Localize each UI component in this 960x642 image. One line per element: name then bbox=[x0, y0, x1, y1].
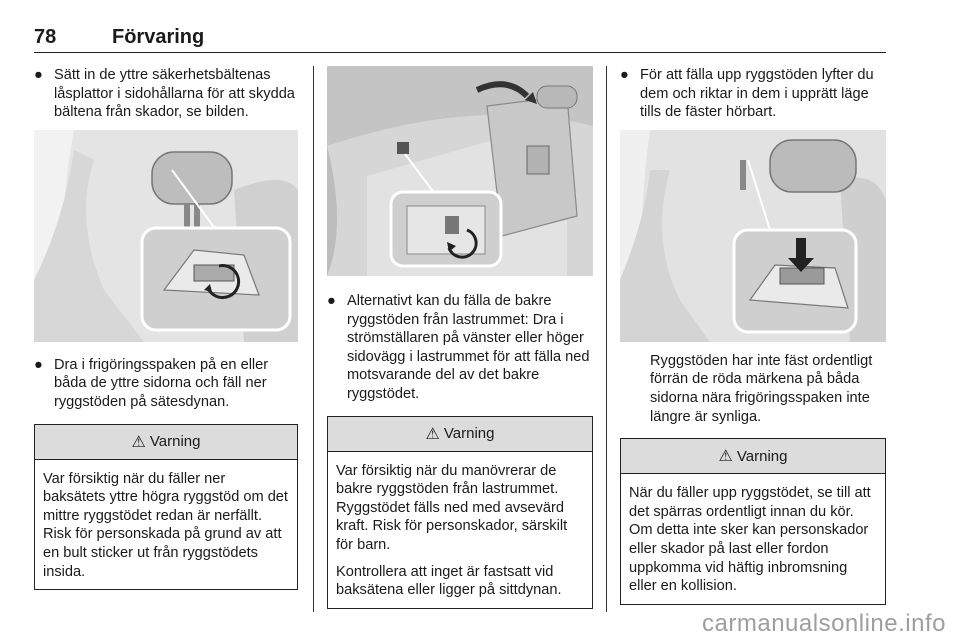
column-2 bbox=[327, 66, 593, 609]
bullet-dot: ● bbox=[34, 356, 43, 373]
warning-body bbox=[621, 474, 885, 604]
warning-header bbox=[35, 425, 297, 460]
bullet-dot: ● bbox=[34, 67, 43, 83]
bullet-dot: ● bbox=[327, 293, 336, 309]
bullet-text: Sätt in de yttre säkerhetsbältenas låsplattor i sidohållarna för att skydda bältena från skador, se bilden. bbox=[54, 67, 295, 121]
warning-box bbox=[620, 438, 886, 605]
page-number: 78 bbox=[34, 26, 57, 48]
warning-text: När du fäller upp ryggstödet, se till att det spärras ordentligt innan du kör. Om detta inte sker kan personskador eller skador på last eller fordon uppkomma vid häftig inbromsning eller en kollision. bbox=[629, 485, 871, 595]
warning-header bbox=[621, 439, 885, 474]
bullet-text: Alternativt kan du fälla de bakre ryggstöden från lastrummet: Dra i strömställaren på vänster eller höger sidovägg i lastrummet för att fälla ned motsvarande del av det bakre ryggstödet. bbox=[347, 293, 590, 402]
figure-cargo-release-switch bbox=[327, 66, 593, 276]
figure-seatback-latch bbox=[620, 130, 886, 342]
column-1 bbox=[34, 66, 298, 590]
warning-title: Varning bbox=[149, 433, 201, 451]
warning-triangle-icon: ⚠ bbox=[718, 448, 733, 466]
warning-text: Kontrollera att inget är fastsatt vid baksätena eller ligger på sittdynan. bbox=[336, 563, 562, 599]
watermark: carmanualsonline.info bbox=[702, 610, 946, 637]
warning-body bbox=[328, 452, 592, 608]
figure-seatbelt-holder bbox=[34, 130, 298, 342]
warning-text: Var försiktig när du fäller ner baksätets yttre högra ryggstöd om det mittre ryggstödet redan är nerfällt. Risk för personskada på grund av att en bult sticker ut från ryggstödets insida. bbox=[43, 470, 288, 580]
bullet-text: För att fälla upp ryggstöden lyfter du dem och riktar in dem i upprätt läge tills de fäster hörbart. bbox=[640, 67, 874, 121]
column-divider bbox=[606, 66, 607, 612]
column-divider bbox=[313, 66, 314, 612]
warning-box bbox=[327, 416, 593, 609]
warning-body bbox=[35, 460, 297, 590]
warning-title: Varning bbox=[443, 425, 495, 443]
warning-box bbox=[34, 424, 298, 591]
section-title: Förvaring bbox=[112, 26, 205, 48]
page-header bbox=[34, 22, 886, 53]
note-text: Ryggstöden har inte fäst ordentligt förrän de röda märkena på båda sidorna nära frigöringsspaken inte längre är synliga. bbox=[650, 352, 873, 425]
instruction-bullet bbox=[327, 292, 593, 404]
instruction-bullet bbox=[34, 356, 298, 412]
instruction-bullet bbox=[34, 66, 298, 122]
warning-triangle-icon: ⚠ bbox=[425, 425, 440, 443]
warning-triangle-icon: ⚠ bbox=[131, 433, 146, 451]
warning-title: Varning bbox=[736, 447, 788, 465]
column-3 bbox=[620, 66, 886, 605]
instruction-bullet bbox=[620, 66, 886, 122]
bullet-dot: ● bbox=[620, 67, 629, 83]
warning-header bbox=[328, 417, 592, 452]
bullet-text: Dra i frigöringsspaken på en eller båda de yttre sidorna och fäll ner ryggstöden på sätesdynan. bbox=[54, 356, 269, 410]
warning-text: Var försiktig när du manövrerar de bakre ryggstöden från lastrummet. Ryggstödet fälls ned med avsevärd kraft. Risk för personskador, särskilt för barn. bbox=[336, 462, 568, 553]
